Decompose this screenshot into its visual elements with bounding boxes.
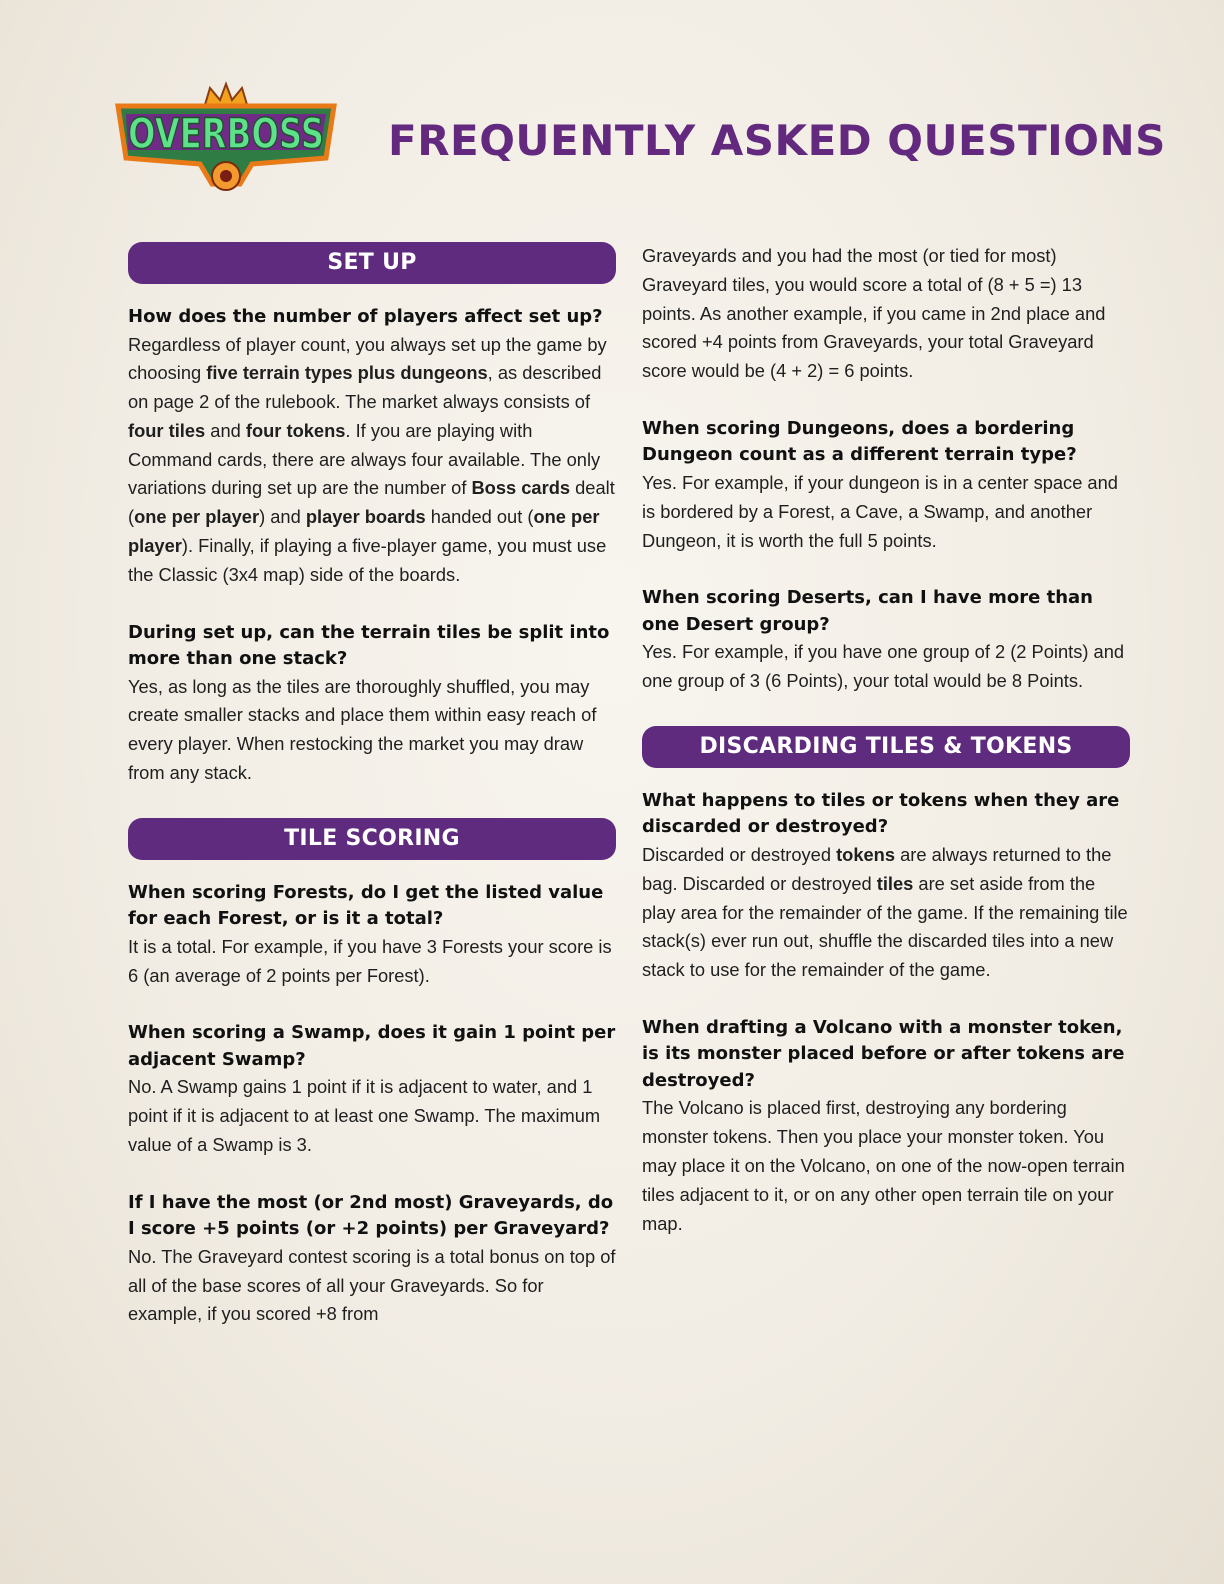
answer-graveyards-part1: No. The Graveyard contest scoring is a total bonus on top of all of the base scores of all your Graveyards. So for example, if you scored +8 from [128, 1245, 616, 1325]
answer-graveyards-part2: Graveyards and you had the most (or tied for most) Graveyard tiles, you would score a total of (8 + 5 =) 13 points. As another example, if you came in 2nd place and scored +4 points from Graveyards, your total Graveyard score would be (4 + 2) = 6 points. [642, 245, 1106, 382]
question-deserts: When scoring Deserts, can I have more than one Desert group? [642, 587, 1093, 635]
question-split-stacks: During set up, can the terrain tiles be split into more than one stack? [128, 621, 610, 670]
answer-swamp: No. A Swamp gains 1 point if it is adjacent to water, and 1 point if it is adjacent to at least one Swamp. The maximum value of a Swamp is 3. [128, 1076, 601, 1156]
question-discarded: What happens to tiles or tokens when they are discarded or destroyed? [642, 789, 1120, 838]
logo-text: OVERBOSS [128, 109, 324, 158]
overboss-logo [112, 84, 340, 200]
answer-discarded: Discarded or destroyed tokens are always returned to the bag. Discarded or destroyed tiles are set aside from the play area for the remainder of the game. If the remaining tile stack(s) ever run out, shuffle the discarded tiles into a new stack to use for the remainder of the game. [642, 843, 1128, 981]
right-column [642, 242, 1130, 1268]
left-column [128, 242, 616, 1359]
question-dungeons: When scoring Dungeons, does a bordering Dungeon count as a different terrain type? [642, 417, 1077, 466]
answer-volcano: The Volcano is placed first, destroying any bordering monster tokens. Then you place your monster token. You may place it on the Volcano, on one of the now-open terrain tiles adjacent to it, or on any other open terrain tile on your map. [642, 1097, 1125, 1234]
question-forests: When scoring Forests, do I get the listed value for each Forest, or is it a total? [128, 881, 604, 930]
answer-split-stacks: Yes, as long as the tiles are thoroughly shuffled, you may create smaller stacks and place them within easy reach of every player. When restocking the market you may draw from any stack. [128, 675, 597, 784]
section-banner-tile-scoring: TILE SCORING [128, 818, 616, 860]
question-player-count: How does the number of players affect set up? [128, 306, 603, 327]
answer-deserts: Yes. For example, if you have one group of 2 (2 Points) and one group of 3 (6 Points), your total would be 8 Points. [642, 641, 1125, 692]
section-banner-setup: SET UP [128, 242, 616, 284]
answer-dungeons: Yes. For example, if your dungeon is in a center space and is bordered by a Forest, a Cave, a Swamp, and another Dungeon, it is worth the full 5 points. [642, 471, 1118, 551]
answer-forests: It is a total. For example, if you have 3 Forests your score is 6 (an average of 2 points per Forest). [128, 935, 612, 986]
question-graveyards: If I have the most (or 2nd most) Graveyards, do I score +5 points (or +2 points) per Graveyard? [128, 1191, 614, 1240]
answer-player-count: Regardless of player count, you always set up the game by choosing five terrain types plus dungeons, as described on page 2 of the rulebook. The market always consists of four tiles and four tokens. If you are playing with Command cards, there are always four available. The only variations during set up are the number of Boss cards dealt (one per player) and player boards handed out (one per player). Finally, if playing a five-player game, you must use the Classic (3x4 map) side of the boards. [128, 333, 615, 585]
question-swamp: When scoring a Swamp, does it gain 1 point per adjacent Swamp? [128, 1022, 616, 1070]
section-banner-discarding: DISCARDING TILES & TOKENS [642, 726, 1130, 768]
question-volcano: When drafting a Volcano with a monster token, is its monster placed before or after tokens are destroyed? [642, 1016, 1125, 1091]
page-title: FREQUENTLY ASKED QUESTIONS [388, 116, 1166, 165]
